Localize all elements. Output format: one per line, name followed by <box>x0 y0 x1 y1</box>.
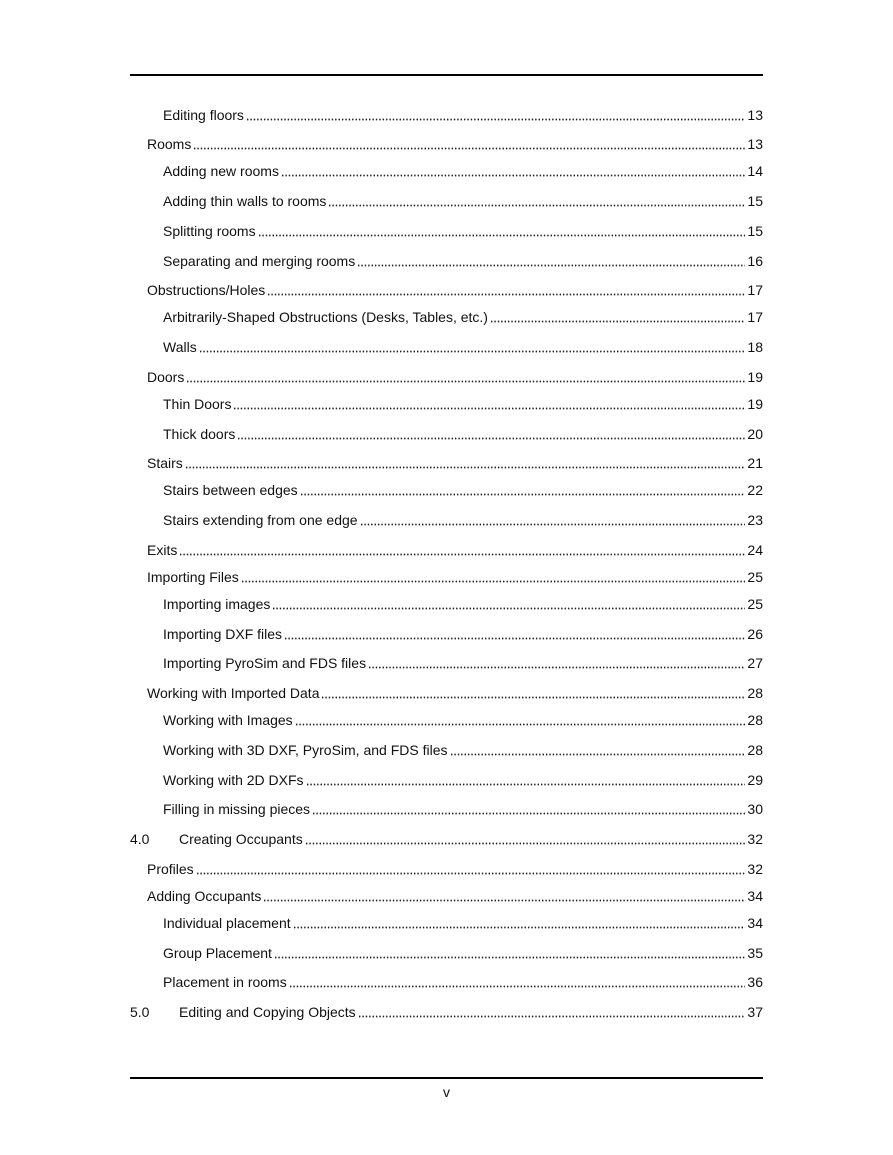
toc-entry[interactable] <box>130 393 763 413</box>
toc-entry-page: 25 <box>747 596 763 612</box>
toc-entry[interactable] <box>130 133 763 153</box>
toc-entry-title: Profiles <box>147 861 194 877</box>
toc-entry-title: Splitting rooms <box>163 223 256 239</box>
toc-entry-title: Stairs between edges <box>163 482 298 498</box>
dot-leader <box>293 915 745 929</box>
toc-entry-page: 14 <box>747 163 763 179</box>
page-number: v <box>443 1084 450 1100</box>
toc-chapter-number: 5.0 <box>130 1004 150 1020</box>
toc-entry-title: Exits <box>147 542 178 558</box>
toc-entry-title: Individual placement <box>163 915 291 931</box>
toc-entry-page: 28 <box>747 742 763 758</box>
dot-leader <box>267 282 745 296</box>
dot-leader <box>321 685 745 699</box>
toc-entry[interactable] <box>130 885 763 905</box>
toc-entry[interactable] <box>130 769 763 789</box>
dot-leader <box>281 163 745 177</box>
dot-leader <box>295 712 745 726</box>
toc-entry-page: 27 <box>747 655 763 671</box>
dot-leader <box>328 193 745 207</box>
toc-entry-page: 13 <box>747 136 763 152</box>
dot-leader <box>258 223 745 237</box>
toc-entry-page: 15 <box>747 223 763 239</box>
toc-entry-title: Doors <box>147 369 185 385</box>
toc-entry-title: Importing DXF files <box>163 626 283 642</box>
toc-entry[interactable] <box>130 739 763 759</box>
toc-entry-page: 30 <box>747 801 763 817</box>
toc-entry[interactable] <box>130 971 763 991</box>
toc-entry-page: 26 <box>747 626 763 642</box>
toc-chapter-entry[interactable] <box>130 828 763 848</box>
dot-leader <box>272 596 745 610</box>
toc-entry-page: 19 <box>747 369 763 385</box>
toc-entry[interactable] <box>130 709 763 729</box>
toc-entry[interactable] <box>130 593 763 613</box>
toc-entry-title: Walls <box>163 339 197 355</box>
dot-leader <box>186 369 745 383</box>
dot-leader <box>237 426 745 440</box>
toc-chapter-number: 4.0 <box>130 831 150 847</box>
toc-entry-page: 34 <box>747 915 763 931</box>
toc-entry-page: 32 <box>747 861 763 877</box>
toc-entry-title: Adding Occupants <box>147 888 262 904</box>
dot-leader <box>263 888 745 902</box>
dot-leader <box>246 107 745 121</box>
toc-entry-title: Adding thin walls to rooms <box>163 193 327 209</box>
toc-entry-title: Stairs extending from one edge <box>163 512 358 528</box>
toc-entry[interactable] <box>130 623 763 643</box>
dot-leader <box>300 482 745 496</box>
toc-entry[interactable] <box>130 336 763 356</box>
toc-entry-page: 35 <box>747 945 763 961</box>
toc-entry-title: Importing Files <box>147 569 239 585</box>
toc-entry-title: Separating and merging rooms <box>163 253 356 269</box>
toc-entry[interactable] <box>130 858 763 878</box>
toc-entry-page: 22 <box>747 482 763 498</box>
dot-leader <box>490 309 745 323</box>
dot-leader <box>368 655 745 669</box>
toc-entry-page: 21 <box>747 455 763 471</box>
dot-leader <box>305 831 745 845</box>
toc-entry-title: Working with Images <box>163 712 293 728</box>
toc-entry[interactable] <box>130 190 763 210</box>
dot-leader <box>185 455 745 469</box>
toc-entry-page: 25 <box>747 569 763 585</box>
dot-leader <box>179 542 745 556</box>
dot-leader <box>199 339 745 353</box>
toc-entry[interactable] <box>130 104 763 124</box>
toc-entry-page: 28 <box>747 685 763 701</box>
dot-leader <box>357 253 745 267</box>
toc-entry[interactable] <box>130 366 763 386</box>
toc-entry-page: 16 <box>747 253 763 269</box>
toc-entry-title: Importing images <box>163 596 271 612</box>
toc-entry-page: 24 <box>747 542 763 558</box>
toc-entry-title: Working with Imported Data <box>147 685 320 701</box>
toc-entry[interactable] <box>130 912 763 932</box>
toc-entry-title: Stairs <box>147 455 183 471</box>
dot-leader <box>289 974 745 988</box>
toc-entry[interactable] <box>130 220 763 240</box>
toc-entry-page: 20 <box>747 426 763 442</box>
toc-entry[interactable] <box>130 306 763 326</box>
toc-entry-page: 13 <box>747 107 763 123</box>
toc-entry-page: 17 <box>747 282 763 298</box>
dot-leader <box>360 512 745 526</box>
toc-entry-title: Filling in missing pieces <box>163 801 311 817</box>
toc-entry[interactable] <box>130 942 763 962</box>
toc-entry-page: 15 <box>747 193 763 209</box>
toc-entry-title: Editing floors <box>163 107 244 123</box>
toc-entry-page: 17 <box>747 309 763 325</box>
toc-entry[interactable] <box>130 250 763 270</box>
toc-entry[interactable] <box>130 479 763 499</box>
toc-entry-title: Placement in rooms <box>163 974 287 990</box>
toc-entry[interactable] <box>130 509 763 529</box>
toc-entry-page: 29 <box>747 772 763 788</box>
toc-entry[interactable] <box>130 682 763 702</box>
toc-entry[interactable] <box>130 539 763 559</box>
toc-entry[interactable] <box>130 798 763 818</box>
dot-leader <box>233 396 745 410</box>
toc-entry-title: Rooms <box>147 136 192 152</box>
dot-leader <box>284 626 745 640</box>
toc-entry-title: Editing and Copying Objects <box>179 1004 356 1020</box>
toc-entry-page: 32 <box>747 831 763 847</box>
toc-entry-title: Working with 2D DXFs <box>163 772 304 788</box>
table-of-contents <box>130 0 763 1155</box>
toc-entry-title: Thin Doors <box>163 396 232 412</box>
toc-entry-title: Obstructions/Holes <box>147 282 266 298</box>
toc-entry-page: 34 <box>747 888 763 904</box>
toc-entry[interactable] <box>130 423 763 443</box>
toc-entry-title: Group Placement <box>163 945 272 961</box>
dot-leader <box>193 136 745 150</box>
dot-leader <box>196 861 745 875</box>
toc-entry[interactable] <box>130 279 763 299</box>
toc-entry-page: 28 <box>747 712 763 728</box>
toc-entry-page: 37 <box>747 1004 763 1020</box>
toc-entry[interactable] <box>130 652 763 672</box>
toc-entry-title: Working with 3D DXF, PyroSim, and FDS files <box>163 742 448 758</box>
dot-leader <box>312 801 745 815</box>
dot-leader <box>358 1004 745 1018</box>
toc-entry[interactable] <box>130 160 763 180</box>
toc-entry-page: 18 <box>747 339 763 355</box>
toc-entry-title: Thick doors <box>163 426 236 442</box>
toc-entry-title: Adding new rooms <box>163 163 279 179</box>
dot-leader <box>306 772 745 786</box>
toc-entry[interactable] <box>130 452 763 472</box>
toc-entry-title: Creating Occupants <box>179 831 303 847</box>
toc-entry[interactable] <box>130 566 763 586</box>
footer-rule <box>130 1077 763 1079</box>
toc-entry-title: Arbitrarily-Shaped Obstructions (Desks, Tables, etc.) <box>163 309 488 325</box>
toc-entry-page: 23 <box>747 512 763 528</box>
toc-entry-title: Importing PyroSim and FDS files <box>163 655 367 671</box>
dot-leader <box>274 945 745 959</box>
dot-leader <box>241 569 745 583</box>
dot-leader <box>450 742 746 756</box>
toc-chapter-entry[interactable] <box>130 1001 763 1021</box>
toc-entry-page: 19 <box>747 396 763 412</box>
toc-entry-page: 36 <box>747 974 763 990</box>
